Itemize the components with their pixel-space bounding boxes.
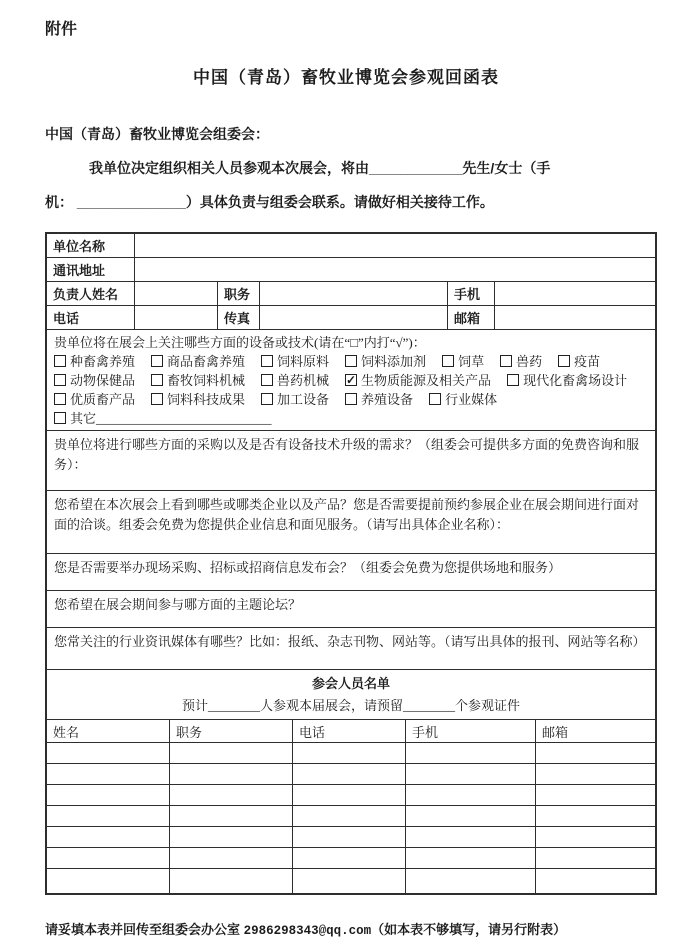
checkbox-label: 畜牧饲料机械 xyxy=(167,373,246,388)
checkbox-icon xyxy=(429,393,441,405)
mobile-value xyxy=(494,282,655,305)
intro-line-2: 机： ______________）具体负责与组委会联系。请做好相关接待工作。 xyxy=(45,194,494,210)
checkbox-icon xyxy=(261,355,273,367)
participant-empty-cell xyxy=(47,806,169,826)
interests-section xyxy=(47,329,655,430)
participant-empty-cell xyxy=(405,785,535,805)
checkbox-item xyxy=(261,371,329,390)
checkbox-icon xyxy=(507,374,519,386)
participant-empty-row xyxy=(47,805,655,826)
email-label: 邮箱 xyxy=(447,306,494,329)
checkbox-icon xyxy=(54,374,66,386)
phone-row xyxy=(47,305,655,329)
participant-empty-cell xyxy=(292,764,405,784)
participant-empty-row xyxy=(47,868,655,893)
checkbox-label: 种畜禽养殖 xyxy=(70,354,136,369)
participants-title: 参会人员名单 xyxy=(311,676,390,691)
participant-empty-cell xyxy=(47,827,169,847)
footer-note xyxy=(45,921,657,940)
checkbox-line xyxy=(54,371,648,390)
checkbox-label: 饲料科技成果 xyxy=(167,392,246,407)
checkbox-item xyxy=(151,352,245,371)
checkbox-icon xyxy=(151,393,163,405)
question-theme-forum: 您希望在展会期间参与哪方面的主题论坛？ xyxy=(47,590,655,627)
participant-empty-cell xyxy=(169,827,292,847)
interests-prompt: 贵单位将在展会上关注哪些方面的设备或技术(请在“□”内打“√”)： xyxy=(54,335,426,350)
checkbox-icon xyxy=(54,393,66,405)
checkbox-label: 加工设备 xyxy=(277,392,330,407)
participant-empty-cell xyxy=(535,869,655,893)
participant-empty-cell xyxy=(405,869,535,893)
participant-column-header: 职务 xyxy=(169,720,292,742)
attachment-label: 附件 xyxy=(45,21,78,38)
checkbox-item xyxy=(558,352,600,371)
participant-empty-cell xyxy=(292,827,405,847)
checkbox-label: 动物保健品 xyxy=(70,373,136,388)
checkbox-label: 兽药 xyxy=(516,354,543,369)
checkbox-icon xyxy=(54,412,66,424)
checkbox-item xyxy=(261,390,329,409)
checkbox-icon xyxy=(261,374,273,386)
participant-empty-cell xyxy=(47,869,169,893)
checkbox-label: 行业媒体 xyxy=(445,392,498,407)
question-release-meeting: 您是否需要举办现场采购、招标或招商信息发布会？（组委会免费为您提供场地和服务） xyxy=(47,553,655,590)
intro-line-1: 我单位决定组织相关人员参观本次展会，将由____________先生/女士（手 xyxy=(89,160,551,176)
checkbox-item xyxy=(429,390,497,409)
participant-column-header: 姓名 xyxy=(53,724,80,740)
question-companies-to-see: 您希望在本次展会上看到哪些或哪类企业以及产品？您是否需要提前预约参展企业在展会期间进行面对面的洽谈。组委会免费为您提供企业信息和面见服务。（请写出具体企业名称）： xyxy=(47,490,655,553)
checkbox-item xyxy=(345,390,413,409)
participant-empty-cell xyxy=(292,743,405,763)
question-procurement-needs: 贵单位将进行哪些方面的采购以及是否有设备技术升级的需求？（组委会可提供多方面的免费咨询和服务）： xyxy=(47,430,655,490)
position-label: 职务 xyxy=(217,282,259,305)
footer-text-post: （如本表不够填写，请另行附表） xyxy=(371,922,567,937)
checkbox-icon xyxy=(151,374,163,386)
checkbox-item xyxy=(54,390,135,409)
participant-empty-cell xyxy=(405,827,535,847)
participant-empty-cell xyxy=(535,764,655,784)
checkbox-item xyxy=(345,352,426,371)
participant-empty-row xyxy=(47,784,655,805)
fax-value xyxy=(259,306,447,329)
participant-empty-cell xyxy=(535,848,655,868)
participant-rows xyxy=(47,742,655,893)
footer-email: 2986298343@qq.com xyxy=(243,924,372,938)
position-value xyxy=(259,282,447,305)
interest-lines xyxy=(54,352,648,428)
checkbox-item xyxy=(151,371,245,390)
checkbox-icon xyxy=(345,355,357,367)
participant-column-header: 手机 xyxy=(405,720,535,742)
checkbox-label: 养殖设备 xyxy=(361,392,414,407)
participant-empty-cell xyxy=(292,869,405,893)
participant-empty-cell xyxy=(405,806,535,826)
checkbox-icon xyxy=(151,355,163,367)
checkbox-item xyxy=(54,371,135,390)
participant-empty-cell xyxy=(535,785,655,805)
participant-empty-cell xyxy=(169,785,292,805)
mobile-label: 手机 xyxy=(447,282,494,305)
checkbox-icon xyxy=(261,393,273,405)
checkbox-item xyxy=(442,352,484,371)
checkbox-label: 优质畜产品 xyxy=(70,392,136,407)
checkbox-item xyxy=(507,371,627,390)
checkbox-icon xyxy=(558,355,570,367)
participant-empty-cell xyxy=(535,743,655,763)
address-label: 通讯地址 xyxy=(53,263,106,278)
checkbox-label: 饲料原料 xyxy=(277,354,330,369)
reply-form-table xyxy=(45,232,657,895)
salutation: 中国（青岛）畜牧业博览会组委会： xyxy=(45,126,269,142)
participant-empty-cell xyxy=(405,743,535,763)
unit-name-value xyxy=(134,234,655,257)
participant-empty-row xyxy=(47,763,655,784)
fax-label: 传真 xyxy=(217,306,259,329)
page-title: 中国（青岛）畜牧业博览会参观回函表 xyxy=(193,68,499,87)
participant-empty-cell xyxy=(47,785,169,805)
checkbox-item xyxy=(261,352,329,371)
address-value xyxy=(134,258,655,281)
phone-value xyxy=(134,306,217,329)
unit-name-row xyxy=(47,234,655,257)
checkbox-label: 饲料添加剂 xyxy=(361,354,427,369)
checkbox-label: 饲草 xyxy=(458,354,485,369)
participant-empty-cell xyxy=(169,764,292,784)
participant-empty-row xyxy=(47,743,655,763)
checkbox-icon xyxy=(54,355,66,367)
participant-column-header: 邮箱 xyxy=(535,720,655,742)
checkbox-label: 其它 xyxy=(70,411,97,426)
checkbox-item xyxy=(54,352,135,371)
checkbox-item xyxy=(345,371,491,390)
checkbox-item xyxy=(151,390,245,409)
checkbox-label: 疫苗 xyxy=(574,354,601,369)
participant-column-header: 电话 xyxy=(292,720,405,742)
email-value xyxy=(494,306,655,329)
participant-empty-cell xyxy=(47,743,169,763)
checkbox-label: 兽药机械 xyxy=(277,373,330,388)
checkbox-item xyxy=(54,409,272,428)
participant-empty-cell xyxy=(169,743,292,763)
participant-header-row xyxy=(47,719,655,742)
checkbox-icon xyxy=(500,355,512,367)
participants-subtitle: 预计________人参观本届展会，请预留________个参观证件 xyxy=(181,698,520,713)
contact-name-value xyxy=(134,282,217,305)
participant-empty-cell xyxy=(405,848,535,868)
checkbox-line xyxy=(54,390,648,409)
participant-empty-cell xyxy=(169,848,292,868)
participant-empty-cell xyxy=(292,848,405,868)
participant-empty-cell xyxy=(169,869,292,893)
participant-empty-cell xyxy=(47,764,169,784)
checkbox-line xyxy=(54,352,648,371)
participant-empty-cell xyxy=(535,827,655,847)
participants-title-row xyxy=(47,669,655,719)
participant-empty-cell xyxy=(169,806,292,826)
participant-empty-cell xyxy=(47,848,169,868)
participant-empty-row xyxy=(47,826,655,847)
footer-text-pre: 请妥填本表并回传至组委会办公室 xyxy=(45,922,244,937)
contact-row xyxy=(47,281,655,305)
participant-empty-cell xyxy=(535,806,655,826)
phone-label: 电话 xyxy=(53,311,80,326)
participant-empty-cell xyxy=(292,785,405,805)
checkbox-line xyxy=(54,409,648,428)
contact-name-label: 负责人姓名 xyxy=(53,287,119,302)
participant-empty-cell xyxy=(292,806,405,826)
checkbox-icon xyxy=(345,393,357,405)
other-blank-line: ___________________________ xyxy=(96,411,272,426)
participant-empty-cell xyxy=(405,764,535,784)
checkbox-icon xyxy=(442,355,454,367)
checkbox-label: 生物质能源及相关产品 xyxy=(361,373,492,388)
address-row xyxy=(47,257,655,281)
unit-name-label: 单位名称 xyxy=(53,239,106,254)
participant-empty-row xyxy=(47,847,655,868)
question-industry-media: 您常关注的行业资讯媒体有哪些？比如：报纸、杂志刊物、网站等。（请写出具体的报刊、网站等名称） xyxy=(47,627,655,669)
checkbox-item xyxy=(500,352,542,371)
checked-checkbox-icon xyxy=(345,374,357,386)
checkbox-label: 商品畜禽养殖 xyxy=(167,354,246,369)
checkbox-label: 现代化畜禽场设计 xyxy=(523,373,628,388)
